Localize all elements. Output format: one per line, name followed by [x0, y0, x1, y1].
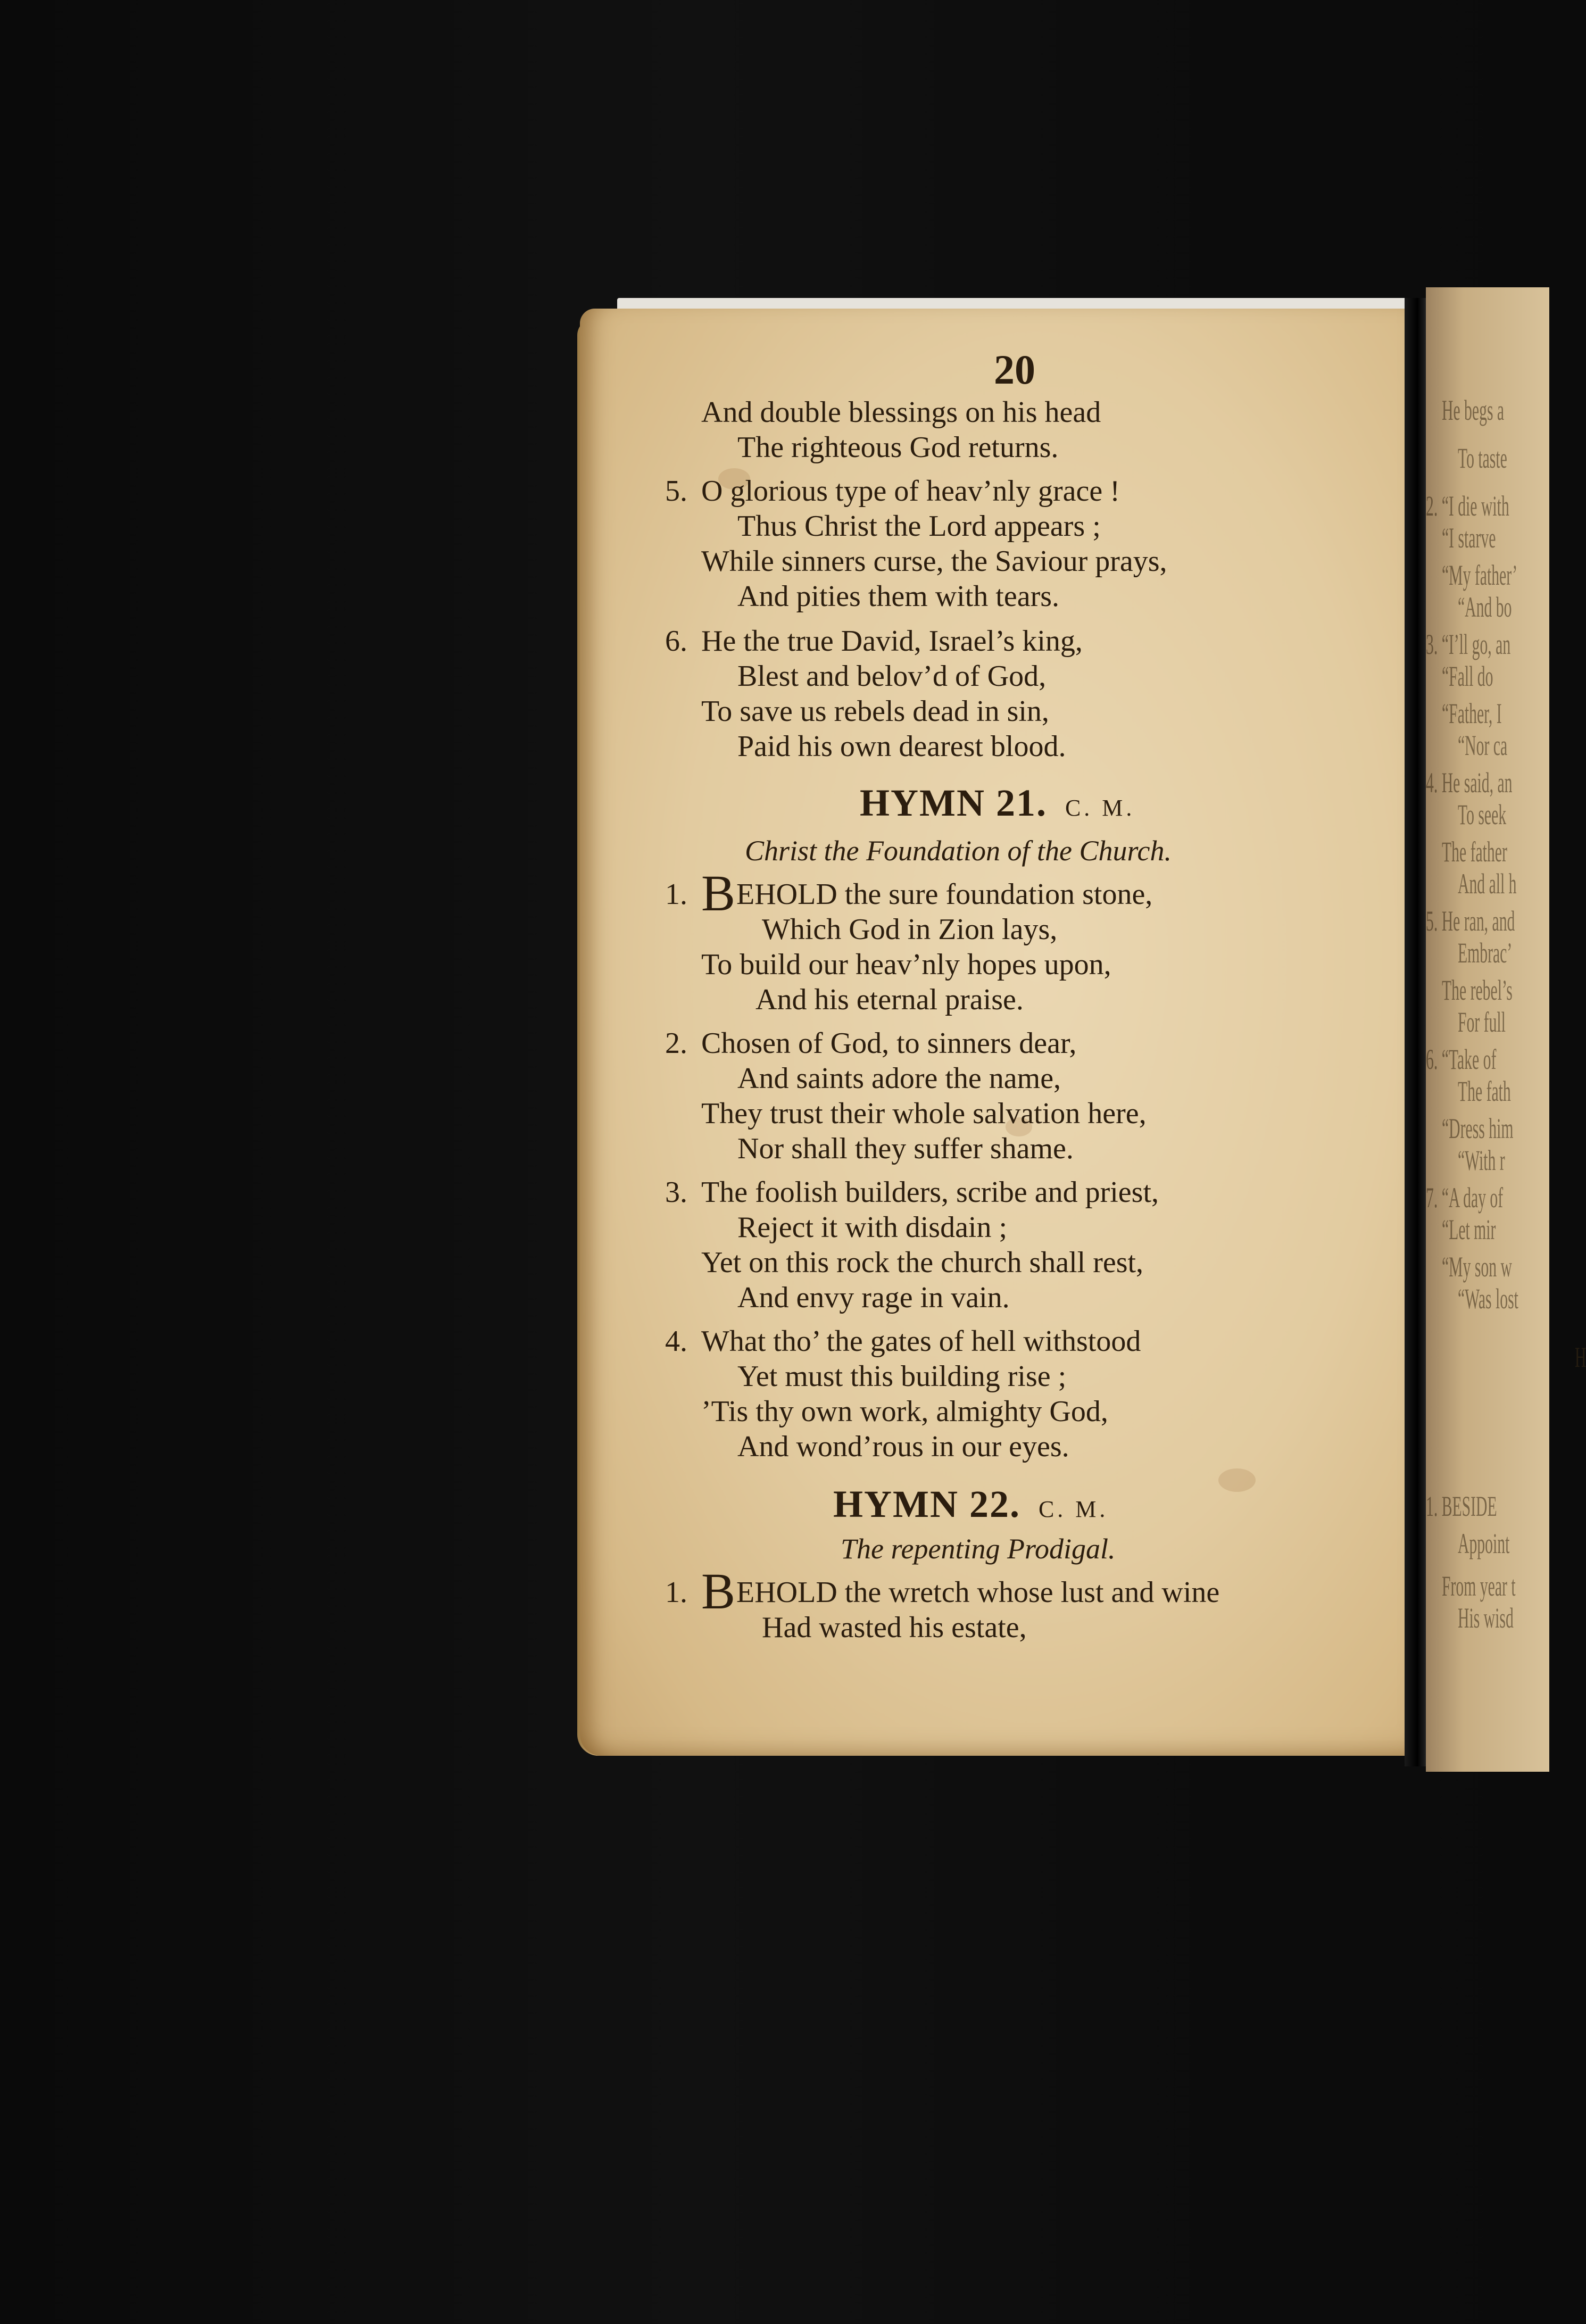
verse-line: While sinners curse, the Saviour prays, [701, 545, 1167, 578]
verse-line: Yet must this building rise ; [737, 1360, 1067, 1393]
facing-page-line: Appoint [1458, 1528, 1510, 1559]
facing-page-line: “Dress him [1442, 1113, 1514, 1144]
verse-first-line [701, 1563, 1220, 1620]
verse-line: The righteous God returns. [737, 431, 1059, 464]
verse-line: Had wasted his estate, [762, 1611, 1027, 1644]
facing-page-line: For full [1458, 1006, 1506, 1038]
verse-number: 2. [665, 1027, 687, 1060]
facing-page-line: From year t [1442, 1570, 1516, 1602]
facing-page [1426, 287, 1586, 1772]
hymn-meter: C. M. [1065, 795, 1135, 821]
facing-page-line: “Let mir [1442, 1214, 1496, 1246]
facing-page-line: 3. “I’ll go, an [1426, 628, 1511, 660]
verse-number: 6. [665, 625, 687, 658]
verse-line: Blest and belov’d of God, [737, 660, 1047, 693]
facing-page-line: To seek [1458, 799, 1507, 831]
page-number: 20 [994, 346, 1035, 393]
verse-line: EHOLD the sure foundation stone, [736, 878, 1153, 911]
verse-line: O glorious type of heav’nly grace ! [701, 475, 1120, 508]
verse-line: To build our heav’nly hopes upon, [701, 948, 1111, 981]
facing-page-line: 2. “I die with [1426, 490, 1509, 522]
verse-line: And saints adore the name, [737, 1062, 1061, 1095]
facing-page-line: “And bo [1458, 591, 1512, 623]
book-gutter [1405, 298, 1426, 1766]
verse-line: And his eternal praise. [755, 983, 1024, 1016]
drop-cap: B [701, 865, 736, 922]
hymn-22-heading [833, 1482, 1108, 1526]
facing-page-line: 7. “A day of [1426, 1182, 1504, 1214]
verse-line: And envy rage in vain. [737, 1281, 1010, 1314]
hymn-title: HYMN 21. [860, 782, 1047, 824]
facing-page-line: And all h [1458, 868, 1517, 900]
verse-line: Chosen of God, to sinners dear, [701, 1027, 1077, 1060]
verse-line: They trust their whole salvation here, [701, 1097, 1147, 1130]
facing-page-line: “Nor ca [1458, 729, 1508, 761]
verse-line: EHOLD the wretch whose lust and wine [736, 1576, 1220, 1609]
verse-first-line [701, 865, 1153, 922]
facing-page-line: The father [1442, 836, 1507, 868]
verse-line: ’Tis thy own work, almighty God, [701, 1395, 1108, 1428]
verse-line: Paid his own dearest blood. [737, 730, 1066, 763]
facing-page-line: “With r [1458, 1144, 1505, 1176]
facing-page-line: To taste [1458, 442, 1507, 474]
facing-page-line: “Fall do [1442, 660, 1493, 692]
facing-page-line: “Father, I [1442, 698, 1502, 729]
hymn-subtitle: The repenting Prodigal. [841, 1533, 1116, 1565]
verse-line: And wond’rous in our eyes. [737, 1430, 1069, 1463]
verse-number: 5. [665, 475, 687, 508]
verse-line: Reject it with disdain ; [737, 1211, 1008, 1244]
facing-page-line: 4. He said, an [1426, 767, 1513, 799]
verse-number: 3. [665, 1176, 687, 1209]
hymn-21-heading [860, 781, 1135, 825]
verse-line: And double blessings on his head [701, 396, 1101, 429]
facing-page-line: The fath [1458, 1075, 1511, 1107]
facing-page-line: The rebel’s [1442, 974, 1513, 1006]
verse-line: What tho’ the gates of hell withstood [701, 1325, 1141, 1358]
verse-number: 1. [665, 878, 687, 911]
foxing-spot [1218, 1468, 1256, 1492]
facing-page-line: He begs a [1442, 394, 1505, 426]
facing-page-line: 1. BESIDE [1426, 1490, 1497, 1522]
verse-number: 1. [665, 1576, 687, 1609]
facing-page-line: “My son w [1442, 1251, 1512, 1283]
facing-page-line: Embrac’ [1458, 937, 1513, 969]
hymn-meter: C. M. [1038, 1496, 1109, 1522]
facing-page-line: His wisd [1458, 1602, 1514, 1634]
verse-line: Yet on this rock the church shall rest, [701, 1246, 1144, 1279]
verse-line: Nor shall they suffer shame. [737, 1132, 1074, 1165]
facing-page-line: “Was lost [1458, 1283, 1518, 1315]
facing-page-line: H [1575, 1341, 1586, 1373]
verse-line: To save us rebels dead in sin, [701, 695, 1049, 728]
verse-line: Thus Christ the Lord appears ; [737, 510, 1101, 543]
facing-page-line: 6. “Take of [1426, 1043, 1497, 1075]
verse-line: Which God in Zion lays, [762, 913, 1058, 946]
hymn-subtitle: Christ the Foundation of the Church. [745, 835, 1172, 867]
hymn-title: HYMN 22. [833, 1483, 1020, 1525]
verse-number: 4. [665, 1325, 687, 1358]
facing-page-line: 5. He ran, and [1426, 905, 1515, 937]
facing-page-line: “My father’ [1442, 559, 1518, 591]
drop-cap: B [701, 1563, 736, 1620]
verse-line: The foolish builders, scribe and priest, [701, 1176, 1159, 1209]
verse-line: And pities them with tears. [737, 580, 1060, 613]
facing-page-line: “I starve [1442, 522, 1496, 554]
verse-line: He the true David, Israel’s king, [701, 625, 1083, 658]
